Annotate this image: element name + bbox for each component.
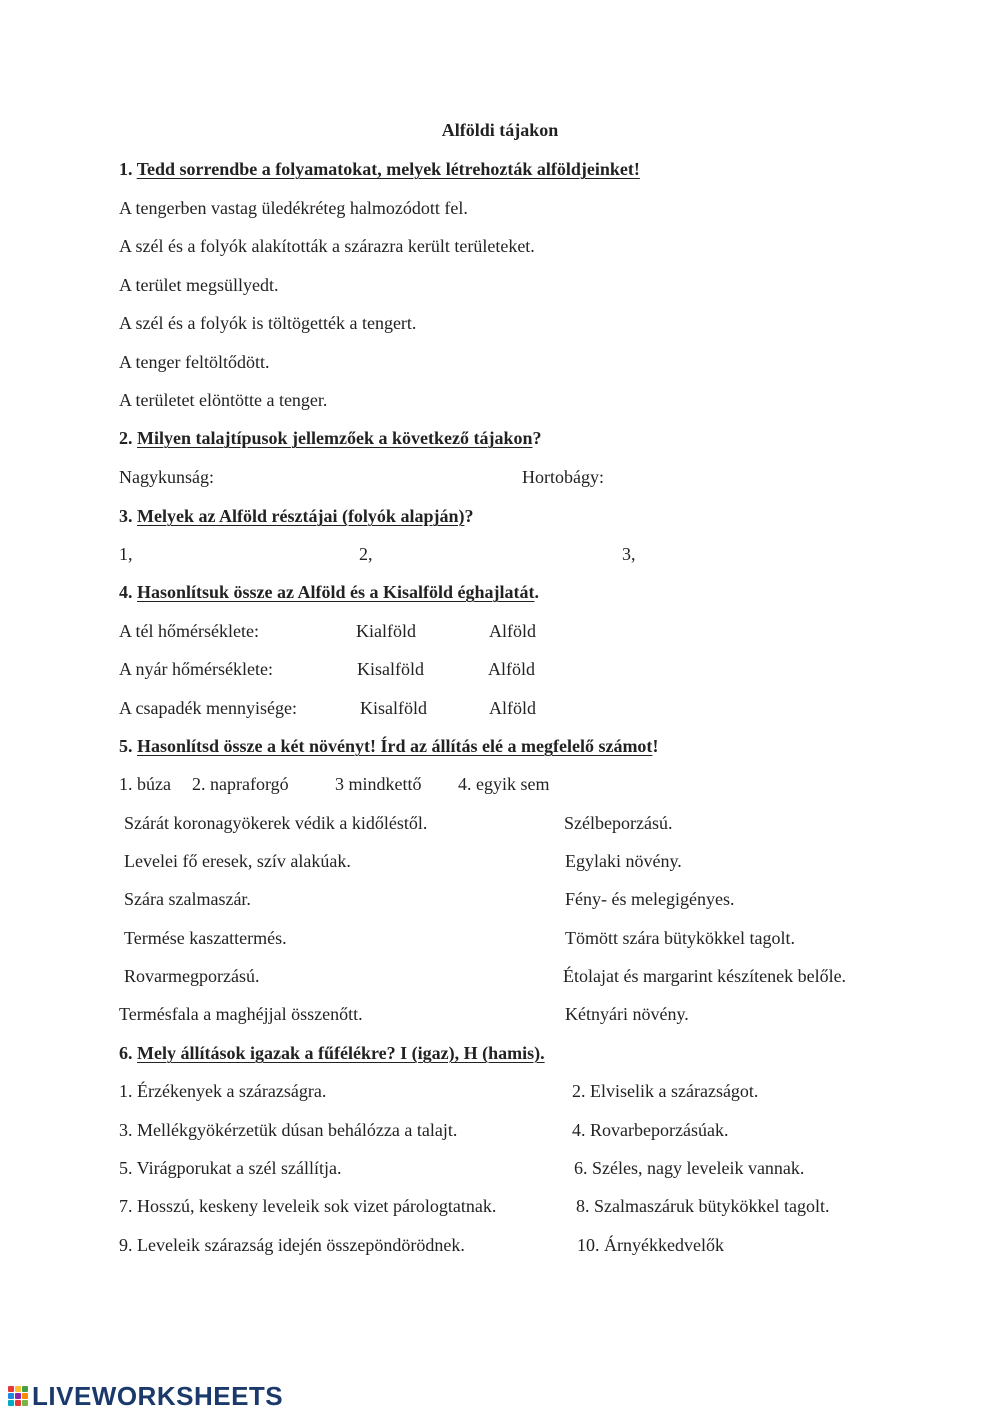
q4-row-option-b: Alföld [489,621,536,641]
q5-legend-3: 3 mindkettő [335,774,422,794]
q6-statement: 7. Hosszú, keskeny leveleik sok vizet párologtatnak. [119,1196,497,1216]
q4-row-option-b: Alföld [488,659,535,679]
q6-statement: 9. Leveleik szárazság idején összepöndörödnek. [119,1235,465,1255]
q1-item-4: A szél és a folyók is töltögették a tengert. [119,313,417,333]
q4-row-option-a: Kisalföld [357,659,424,679]
question-6-heading [119,1042,545,1064]
q6-statement: 3. Mellékgyökérzetük dúsan behálózza a talajt. [119,1120,458,1140]
question-1-heading [119,158,640,180]
question-number: 5. [119,736,133,756]
q5-legend-2: 2. napraforgó [192,774,289,794]
q4-row-option-b: Alföld [489,698,536,718]
q1-item-2: A szél és a folyók alakították a szárazra került területeket. [119,236,535,256]
question-tail: ? [464,506,474,526]
q6-statement: 10. Árnyékkedvelők [577,1235,724,1255]
q6-statement: 2. Elviselik a szárazságot. [572,1081,759,1101]
question-text: Hasonlítsuk össze az Alföld és a Kisalföld éghajlatát [137,582,535,602]
liveworksheets-logo[interactable] [8,1381,283,1411]
q5-left-statement: Rovarmegporzású. [124,966,260,986]
q4-row-label: A csapadék mennyisége: [119,698,297,718]
q5-right-statement: Étolajat és margarint készítenek belőle. [563,966,847,986]
q3-blank-2: 2, [359,544,373,564]
q5-right-statement: Tömött szára bütykökkel tagolt. [565,928,795,948]
question-3-heading [119,505,473,527]
logo-icon [8,1386,28,1406]
question-text: Mely állítások igazak a fűfélékre? I (igaz), H (hamis). [137,1043,545,1063]
question-tail: ? [532,428,542,448]
question-number: 4. [119,582,133,602]
q2-label-hortobagy: Hortobágy: [522,467,604,487]
question-number: 1. [119,159,133,179]
q4-row-label: A tél hőmérséklete: [119,621,259,641]
q2-label-nagykunsag: Nagykunság: [119,467,214,487]
q5-right-statement: Fény- és melegigényes. [565,889,735,909]
q5-legend-1: 1. búza [119,774,171,794]
q5-right-statement: Kétnyári növény. [565,1004,689,1024]
question-text: Hasonlítsd össze a két növényt! Írd az állítás elé a megfelelő számot [137,736,653,756]
question-number: 3. [119,506,133,526]
q4-row-option-a: Kialföld [356,621,416,641]
question-tail: . [534,582,540,602]
question-5-heading [119,735,658,757]
question-tail: ! [652,736,659,756]
q6-statement: 1. Érzékenyek a szárazságra. [119,1081,327,1101]
q6-statement: 8. Szalmaszáruk bütykökkel tagolt. [576,1196,830,1216]
question-2-heading [119,427,541,449]
q5-left-statement: Szára szalmaszár. [124,889,251,909]
q1-item-5: A tenger feltöltődött. [119,352,270,372]
q5-legend-4: 4. egyik sem [458,774,550,794]
question-text: Melyek az Alföld résztájai (folyók alapján) [137,506,465,526]
q6-statement: 4. Rovarbeporzásúak. [572,1120,729,1140]
q6-statement: 6. Széles, nagy leveleik vannak. [574,1158,805,1178]
question-text: Tedd sorrendbe a folyamatokat, melyek létrehozták alföldjeinket! [136,159,640,179]
q5-left-statement: Levelei fő eresek, szív alakúak. [124,851,351,871]
page-title: Alföldi tájakon [441,120,559,140]
q5-left-statement: Szárát koronagyökerek védik a kidőléstől. [124,813,428,833]
q5-left-statement: Termésfala a maghéjjal összenőtt. [119,1004,363,1024]
q1-item-3: A terület megsüllyedt. [119,275,279,295]
q5-right-statement: Szélbeporzású. [564,813,673,833]
q4-row-option-a: Kisalföld [360,698,427,718]
q6-statement: 5. Virágporukat a szél szállítja. [119,1158,342,1178]
q3-blank-1: 1, [119,544,133,564]
q4-row-label: A nyár hőmérséklete: [119,659,273,679]
question-number: 6. [119,1043,133,1063]
q3-blank-3: 3, [622,544,636,564]
question-4-heading [119,581,539,603]
question-text: Milyen talajtípusok jellemzőek a következő tájakon [137,428,533,448]
q5-right-statement: Egylaki növény. [565,851,682,871]
q1-item-1: A tengerben vastag üledékréteg halmozódott fel. [119,198,468,218]
q5-left-statement: Termése kaszattermés. [124,928,287,948]
q1-item-6: A területet elöntötte a tenger. [119,390,328,410]
question-number: 2. [119,428,133,448]
logo-text: LIVEWORKSHEETS [32,1381,284,1411]
